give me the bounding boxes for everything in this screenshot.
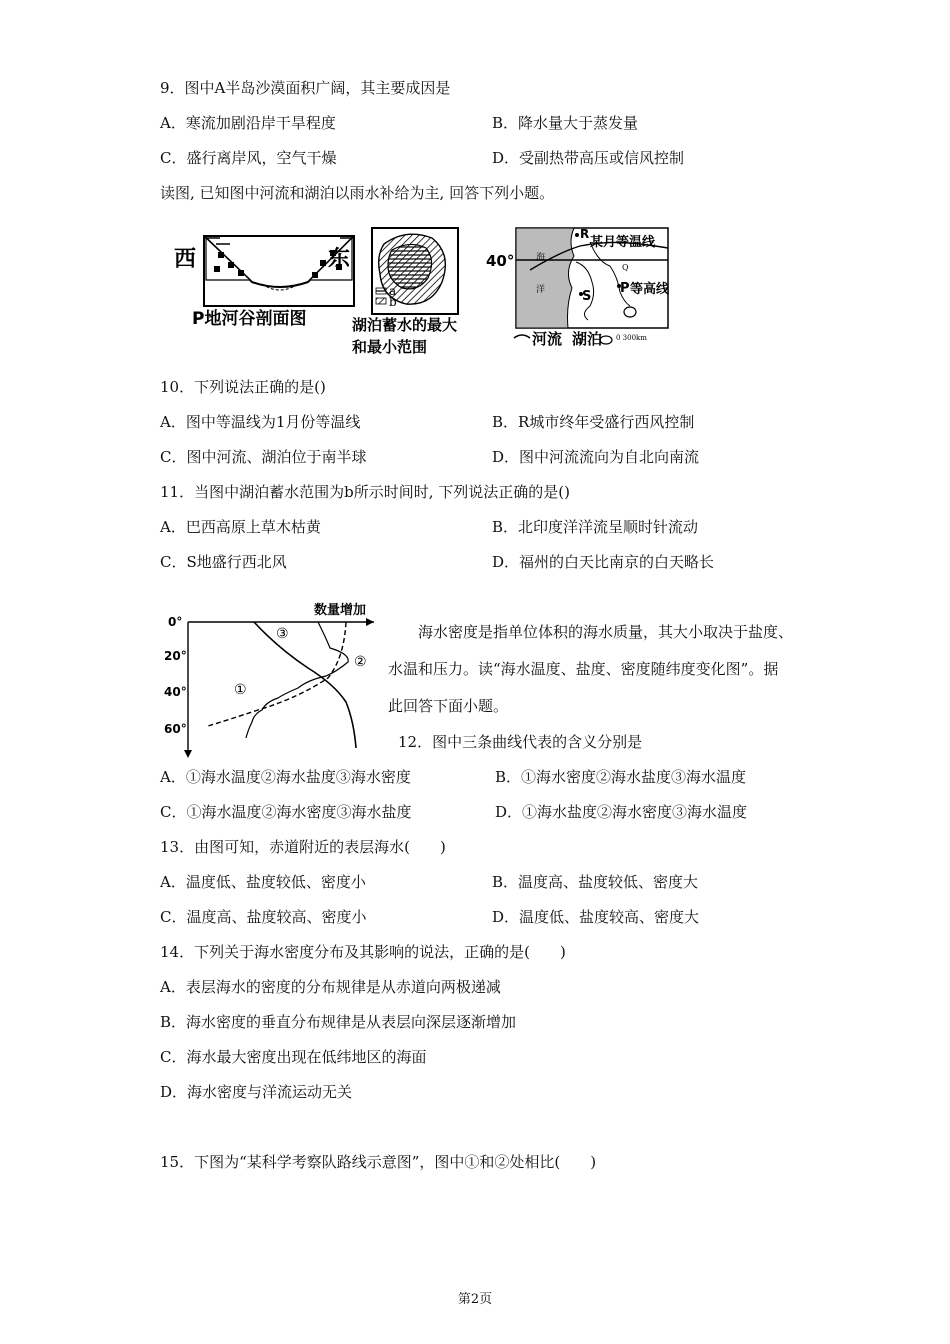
q14-option-c: C．海水最大密度出现在低纬地区的海面 bbox=[160, 1048, 427, 1066]
q9-option-a: A．寒流加剧沿岸干旱程度 bbox=[160, 114, 336, 132]
q10-option-a: A．图中等温线为1月份等温线 bbox=[160, 413, 361, 431]
map-legend-river: 河流 bbox=[532, 330, 563, 348]
q12-stem: 12．图中三条曲线代表的含义分别是 bbox=[398, 733, 643, 751]
axis-title: 数量增加 bbox=[314, 603, 367, 618]
figure-sea-curves bbox=[158, 598, 384, 764]
lake-caption-line-1: 湖泊蓄水的最大 bbox=[352, 316, 458, 334]
tick-lat-0: 0° bbox=[168, 615, 183, 629]
x-axis-arrow bbox=[366, 618, 374, 626]
q12-option-a: A．①海水温度②海水盐度③海水密度 bbox=[160, 768, 411, 786]
figure-2-svg bbox=[158, 598, 384, 764]
q13-option-c: C．温度高、盐度较高、密度小 bbox=[160, 908, 367, 926]
q10-option-d: D．图中河流流向为自北向南流 bbox=[492, 448, 700, 466]
legend-a: a bbox=[389, 284, 397, 298]
curve-3 bbox=[254, 622, 356, 748]
map-isotherm-label: 某月等温线 bbox=[590, 235, 656, 250]
q11-option-b: B．北印度洋洋流呈顺时针流动 bbox=[492, 518, 699, 536]
q10-option-b: B．R城市终年受盛行西风控制 bbox=[492, 413, 695, 431]
q13-option-b: B．温度高、盐度较低、密度大 bbox=[492, 873, 699, 891]
q9-option-d: D．受副热带高压或信风控制 bbox=[492, 149, 685, 167]
map-legend-lake: 湖泊 bbox=[572, 330, 603, 348]
map-label-p: P bbox=[620, 281, 630, 296]
q14-option-a: A．表层海水的密度的分布规律是从赤道向两极递减 bbox=[160, 978, 501, 996]
tick-lat-60: 60° bbox=[164, 722, 187, 736]
q12-option-d: D．①海水盐度②海水密度③海水温度 bbox=[495, 803, 748, 821]
tick-lat-20: 20° bbox=[164, 649, 187, 663]
y-axis-arrow bbox=[184, 750, 192, 758]
q9-stem: 9．图中A半岛沙漠面积广阔，其主要成因是 bbox=[160, 79, 451, 97]
sea-density-intro: 海水密度是指单位体积的海水质量，其大小取决于盐度、水温和压力。读“海水温度、盐度、密度随纬度变化图”。据此回答下面小题。 bbox=[388, 623, 794, 715]
label-west: 西 bbox=[174, 247, 197, 272]
q11-stem: 11．当图中湖泊蓄水范围为b所示时间时, 下列说法正确的是() bbox=[160, 483, 570, 501]
page-number: 第2页 bbox=[457, 1292, 493, 1307]
curve-3-label: ③ bbox=[276, 626, 289, 642]
map-label-s: S bbox=[582, 289, 592, 304]
q12-option-b: B．①海水密度②海水盐度③海水温度 bbox=[495, 768, 747, 786]
q11-option-d: D．福州的白天比南京的白天略长 bbox=[492, 553, 715, 571]
curve-2-label: ② bbox=[354, 654, 367, 670]
lake-range-diagram bbox=[372, 228, 458, 314]
curve-1-label: ① bbox=[234, 682, 247, 698]
q14-stem: 14．下列关于海水密度分布及其影响的说法，正确的是( ) bbox=[160, 943, 566, 961]
map-contour-label: 等高线 bbox=[630, 282, 670, 297]
map-label-q: Q bbox=[622, 263, 629, 272]
q13-option-a: A．温度低、盐度较低、密度小 bbox=[160, 873, 366, 891]
q9-option-b: B．降水量大于蒸发量 bbox=[492, 114, 639, 132]
q10-stem: 10．下列说法正确的是() bbox=[160, 378, 326, 396]
lake-caption-line-2: 和最小范围 bbox=[352, 338, 428, 356]
legend-b: b bbox=[389, 295, 397, 309]
q11-option-a: A．巴西高原上草木枯黄 bbox=[160, 518, 321, 536]
q15-stem: 15．下图为“某科学考察队路线示意图”，图中①和②处相比( ) bbox=[160, 1153, 597, 1171]
map-sea-label-1: 海 bbox=[536, 253, 546, 263]
map-label-r: R bbox=[580, 227, 590, 241]
map-latitude: 40° bbox=[486, 252, 515, 270]
curve-2 bbox=[246, 622, 348, 738]
q13-stem: 13．由图可知，赤道附近的表层海水( ) bbox=[160, 838, 446, 856]
q13-option-d: D．温度低、盐度较高、密度大 bbox=[492, 908, 700, 926]
valley-caption: P地河谷剖面图 bbox=[192, 309, 307, 329]
label-east: 东 bbox=[328, 247, 351, 272]
q9-option-c: C．盛行离岸风，空气干燥 bbox=[160, 149, 337, 167]
q11-option-c: C．S地盛行西北风 bbox=[160, 553, 287, 571]
q10-option-c: C．图中河流、湖泊位于南半球 bbox=[160, 448, 367, 466]
map-sea-label-2: 洋 bbox=[536, 285, 546, 295]
q14-option-d: D．海水密度与洋流运动无关 bbox=[160, 1083, 353, 1101]
figure-valley-lake-map bbox=[170, 222, 680, 362]
q12-option-c: C．①海水温度②海水密度③海水盐度 bbox=[160, 803, 412, 821]
figure-1-svg bbox=[170, 222, 680, 362]
intro-10-11: 读图, 已知图中河流和湖泊以雨水补给为主, 回答下列小题。 bbox=[160, 184, 555, 202]
q14-option-b: B．海水密度的垂直分布规律是从表层向深层逐渐增加 bbox=[160, 1013, 517, 1031]
map-scale: 0 300km bbox=[616, 334, 647, 342]
tick-lat-40: 40° bbox=[164, 685, 187, 699]
